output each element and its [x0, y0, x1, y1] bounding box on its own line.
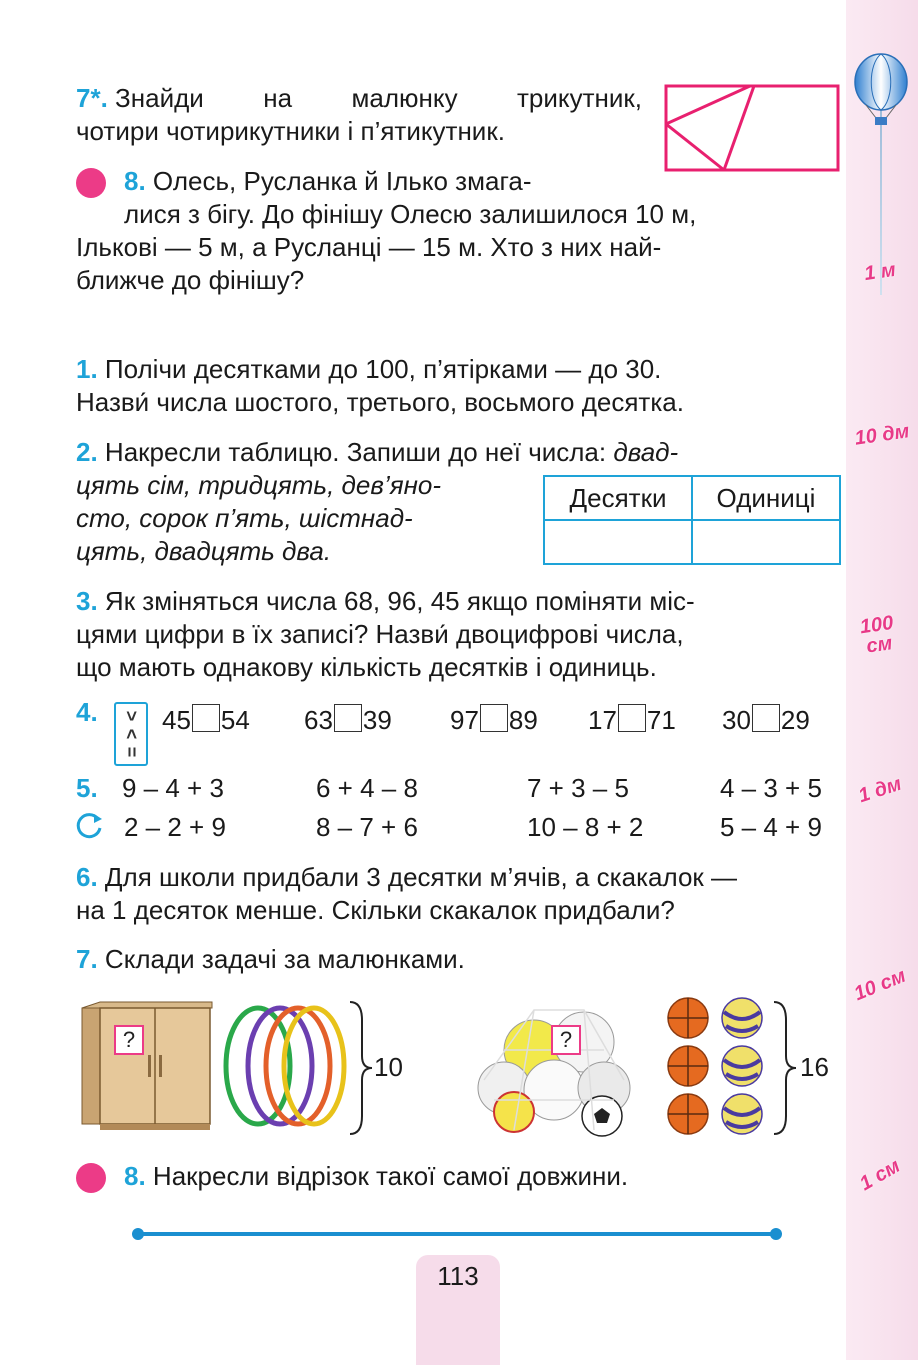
hot-air-balloon-icon [846, 50, 916, 130]
task-2-line3: сто, сорок п’ять, шістнад- [76, 503, 413, 533]
table-cell-empty [544, 520, 692, 564]
expression: 2 – 2 + 9 [124, 812, 226, 842]
top-task-8-line3: Ількові — 5 м, а Русланці — 15 м. Хто з них най- [76, 232, 662, 262]
answer-box[interactable] [618, 704, 646, 732]
task-number: 4. [76, 697, 98, 727]
tens-units-table [543, 475, 841, 565]
difficulty-dot [76, 168, 106, 198]
task-7-line1: 7. Склади задачі за малюнками. [76, 944, 465, 974]
unit-label: 10 дм [853, 420, 911, 450]
task-number: 6. [76, 862, 98, 892]
task-number: 8. [124, 1161, 146, 1191]
answer-box[interactable] [480, 704, 508, 732]
task-number: 1. [76, 354, 98, 384]
expression: 7 + 3 – 5 [527, 773, 629, 803]
side-ruler-strip [846, 0, 918, 1360]
balls-grid-picture [666, 996, 766, 1138]
answer-box[interactable] [334, 704, 362, 732]
task-6-line1: 6. Для школи придбали 3 десятки м’ячів, а скакалок — [76, 862, 737, 892]
table-header-units: Одиниці [692, 476, 840, 520]
shapes-figure [664, 84, 842, 174]
comparison-row [162, 704, 250, 737]
task-6-line2: на 1 десяток менше. Скільки скакалок придбали? [76, 895, 675, 925]
question-mark-box: ? [114, 1025, 144, 1055]
unit-label: 10 см [850, 964, 910, 1006]
brace-left [348, 1000, 374, 1136]
comparison-pair: 45 54 [162, 705, 250, 735]
expression: 9 – 4 + 3 [122, 773, 224, 803]
task-2-line2: цять сім, тридцять, дев’яно- [76, 470, 442, 500]
unit-label: 100 см [858, 611, 895, 658]
comparison-pair: 63 39 [304, 705, 392, 735]
top-task-8-line2: лися з бігу. До фінішу Олесю залишилося 10 м, [124, 199, 697, 229]
top-task-8-line4: ближче до фінішу? [76, 265, 305, 295]
total-right: 16 [800, 1052, 829, 1082]
expression: 10 – 8 + 2 [527, 812, 644, 842]
top-task-7-line1: 7*. Знайди на малюнку трикутник, [76, 83, 642, 113]
page-number: 113 [416, 1255, 500, 1365]
task-number: 2. [76, 437, 98, 467]
table-cell-empty [692, 520, 840, 564]
comparison-row [450, 704, 538, 737]
comparison-row [722, 704, 810, 737]
unit-label: 1 см [856, 1154, 904, 1196]
task-3-line3: що мають однакову кількість десятків і одиниць. [76, 652, 657, 682]
comparison-pair: 30 29 [722, 705, 810, 735]
sample-segment [130, 1224, 784, 1244]
unit-label: 1 м [862, 258, 898, 286]
answer-box[interactable] [192, 704, 220, 732]
task-3-line1: 3. Як зміняться числа 68, 96, 45 якщо поміняти міс- [76, 586, 695, 616]
expression: 5 – 4 + 9 [720, 812, 822, 842]
hoops-picture [222, 1004, 348, 1128]
top-task-8-line1: 8. Олесь, Русланка й Ілько змага- [124, 166, 532, 196]
cabinet-picture [80, 1000, 214, 1132]
expression: 6 + 4 – 8 [316, 773, 418, 803]
task-number: 7. [76, 944, 98, 974]
task-8-line1: 8. Накресли відрізок такої самої довжини. [124, 1161, 629, 1191]
task-2-line1: 2. Накресли таблицю. Запиши до неї числа: двад- [76, 437, 679, 467]
task-number: 5. [76, 773, 98, 803]
task-number: 8. [124, 166, 146, 196]
answer-box[interactable] [752, 704, 780, 732]
comparison-row [304, 704, 392, 737]
task-1-line1: 1. Полічи десятками до 100, п’ятірками — до 30. [76, 354, 662, 384]
task-number: 3. [76, 586, 98, 616]
comparison-row [588, 704, 676, 737]
task-2-line4: цять, двадцять два. [76, 536, 332, 566]
ball-net-picture [474, 990, 634, 1138]
task-number: 7*. [76, 83, 108, 113]
expression: 8 – 7 + 6 [316, 812, 418, 842]
comparison-pair: 17 71 [588, 705, 676, 735]
difficulty-dot [76, 1163, 106, 1193]
expression: 4 – 3 + 5 [720, 773, 822, 803]
question-mark-box: ? [551, 1025, 581, 1055]
total-left: 10 [374, 1052, 403, 1082]
task-3-line2: цями цифри в їх записі? Назви́ двоцифрові числа, [76, 619, 684, 649]
task-1-line2: Назви́ числа шостого, третього, восьмого десятка. [76, 387, 684, 417]
comparison-signs-box: > < = [114, 702, 148, 766]
comparison-pair: 97 89 [450, 705, 538, 735]
brace-right [772, 1000, 798, 1136]
top-task-7-line2: чотири чотирикутники і п’ятикутник. [76, 116, 505, 146]
unit-label: 1 дм [855, 772, 905, 808]
repeat-icon [74, 810, 104, 840]
table-header-tens: Десятки [544, 476, 692, 520]
